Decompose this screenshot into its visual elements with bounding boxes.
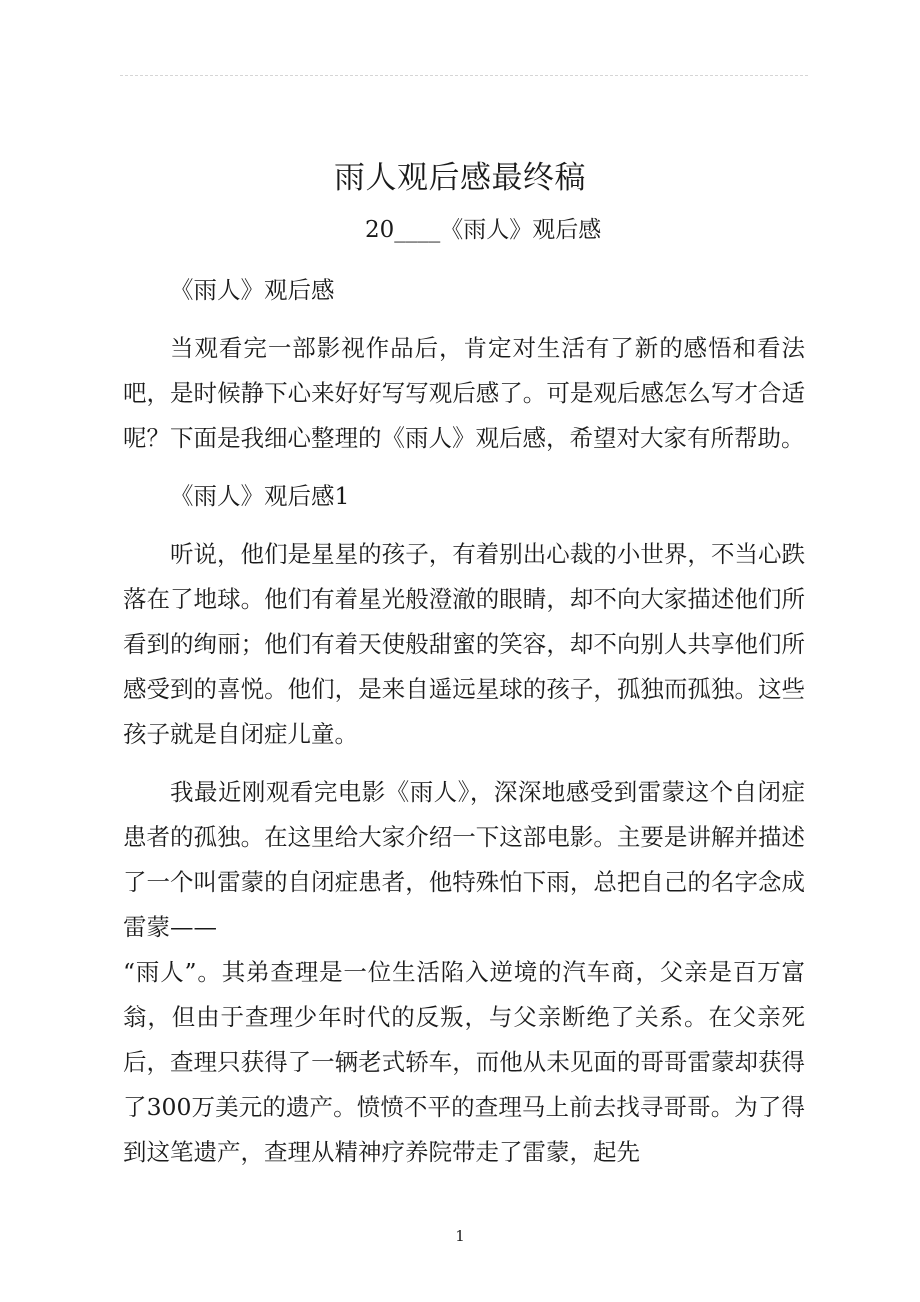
document-subtitle: 20____《雨人》观后感	[365, 217, 602, 243]
body-paragraph: 我最近刚观看完电影《雨人》，深深地感受到雷蒙这个自闭症患者的孤独。在这里给大家介绍一下这部电影。主要是讲解并描述了一个叫雷蒙的自闭症患者，他特殊怕下雨，总把自己的名字念成雷蒙——	[123, 778, 805, 941]
document-title: 雨人观后感最终稿	[334, 160, 586, 196]
intro-paragraph: 当观看完一部影视作品后，肯定对生活有了新的感悟和看法吧，是时候静下心来好好写写观后感了。可是观后感怎么写才合适呢？下面是我细心整理的《雨人》观后感，希望对大家有所帮助。	[123, 334, 805, 452]
section-heading: 《雨人》观后感	[170, 276, 335, 304]
header-divider	[120, 75, 808, 76]
section-heading: 《雨人》观后感1	[170, 482, 350, 510]
body-paragraph: 听说，他们是星星的孩子，有着别出心裁的小世界，不当心跌落在了地球。他们有着星光般澄澈的眼睛，却不向大家描述他们所看到的绚丽；他们有着天使般甜蜜的笑容，却不向别人共享他们所感受到的喜悦。他们，是来自遥远星球的孩子，孤独而孤独。这些孩子就是自闭症儿童。	[123, 540, 805, 748]
document-body	[123, 268, 805, 1188]
body-paragraph: “雨人”。其弟查理是一位生活陷入逆境的汽车商，父亲是百万富翁，但由于查理少年时代的反叛，与父亲断绝了关系。在父亲死后，查理只获得了一辆老式轿车，而他从未见面的哥哥雷蒙却获得了300万美元的遗产。愤愤不平的查理马上前去找寻哥哥。为了得到这笔遗产，查理从精神疗养院带走了雷蒙，起先	[123, 958, 805, 1166]
page-number: 1	[455, 1227, 465, 1245]
